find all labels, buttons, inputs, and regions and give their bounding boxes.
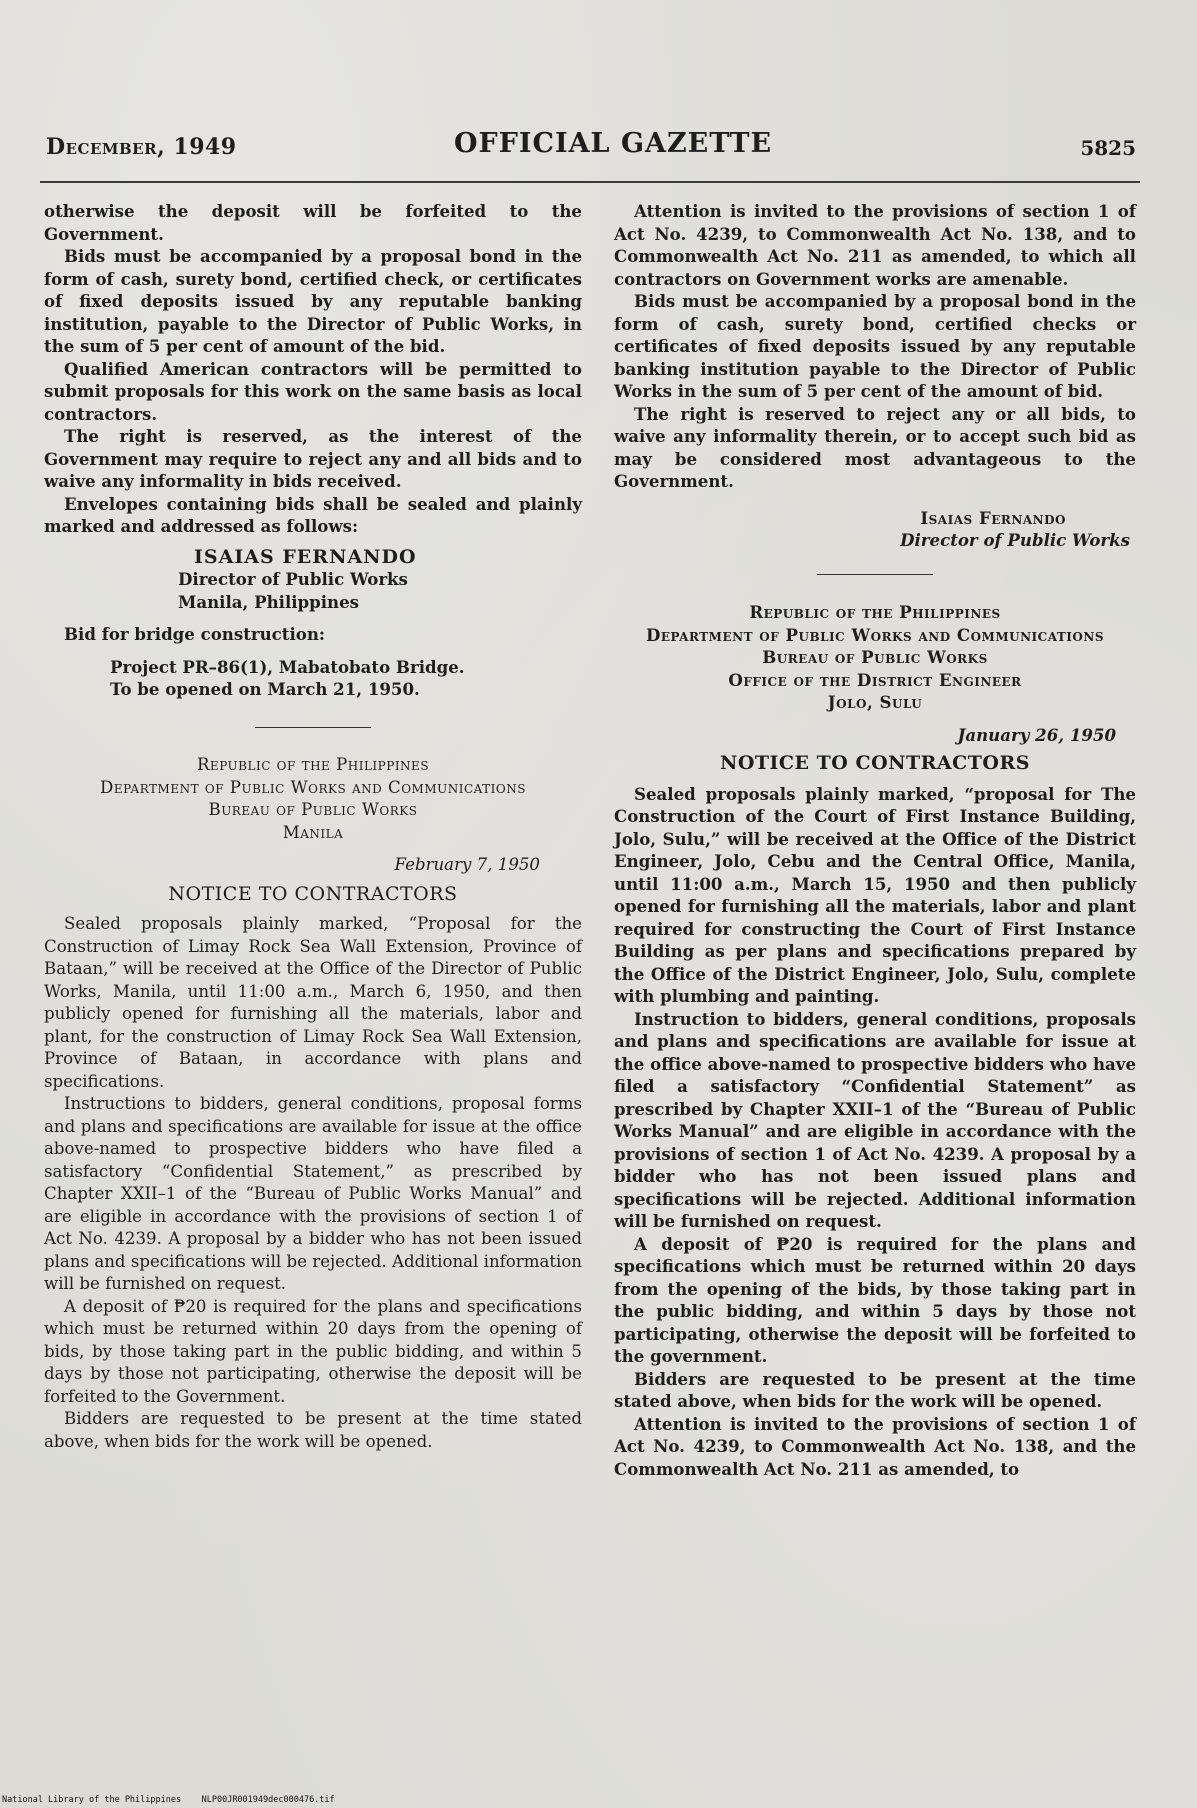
paragraph: Bids must be accompanied by a proposal bond in the form of cash, surety bond, certified checks or certificates of fixed deposits issued by any reputable banking institution payable to the Director of Public Works in the sum of 5 per cent of the amount of bid.: [614, 291, 1136, 401]
paragraph: Envelopes containing bids shall be sealed and plainly marked and addressed as follows:: [44, 493, 582, 536]
address-name: ISAIAS FERNANDO: [194, 545, 417, 568]
bid-for: Bid for bridge construction:: [64, 624, 326, 644]
notice-heading: Republic of the Philippines: [749, 602, 1001, 622]
footer-file: NLP00JR001949dec000476.tif: [201, 1795, 335, 1805]
header-title: OFFICIAL GAZETTE: [454, 128, 773, 159]
opening-line: To be opened on March 21, 1950.: [110, 679, 420, 699]
notice-heading: Department of Public Works and Communications: [645, 624, 1104, 645]
signature-title: Director of Public Works: [900, 530, 1130, 550]
paragraph: A deposit of ₱20 is required for the plans and specifications which must be returned within 20 days from the opening of bids, by those taking part in the public bidding, and within 5 days by those not participating, otherwise the deposit will be forfeited to the Government.: [44, 1296, 582, 1406]
paragraph: Attention is invited to the provisions of section 1 of Act No. 4239, to Commonwealth Act No. 138, and the Commonwealth Act No. 211 as amended, to: [614, 1413, 1136, 1479]
paragraph: Instructions to bidders, general conditions, proposal forms and plans and specifications are available for issue at the office above-named to prospective bidders who have filed a satisfactory “Confidential Statement,” as prescribed by Chapter XXII–1 of the “Bureau of Public Works Manual” and are eligible in accordance with the provisions of section 1 of Act No. 4239. A proposal by a bidder who has not been issued plans and specifications will be rejected. Additional information will be furnished on request.: [44, 1094, 582, 1293]
left-column: [44, 200, 582, 1453]
notice-heading: Republic of the Philippines: [196, 755, 430, 774]
notice-heading: Department of Public Works and Communications: [100, 777, 526, 797]
notice-heading: Office of the District Engineer: [728, 669, 1022, 690]
page-header: [46, 128, 1136, 168]
signature-name: Isaias Fernando: [920, 507, 1066, 528]
paragraph: A deposit of ₱20 is required for the plans and specifications which must be returned within 20 days from the opening of the bids, by those taking part in the public bidding, and within 5 days by those not participating, otherwise the deposit will be forfeited to the government.: [614, 1233, 1136, 1366]
right-column: [614, 200, 1136, 1480]
paragraph: Attention is invited to the provisions of section 1 of Act No. 4239, to Commonwealth Act No. 138, and to Commonwealth Act No. 211 as amended, to which all contractors on Government works are amenable.: [614, 201, 1136, 289]
scan-footer: [2, 1795, 335, 1805]
footer-source: National Library of the Philippines: [2, 1795, 182, 1805]
notice-heading: Bureau of Public Works: [762, 647, 988, 667]
paragraph: Qualified American contractors will be permitted to submit proposals for this work on the same basis as local contractors.: [44, 358, 582, 424]
paragraph: Bidders are requested to be present at the time stated above, when bids for the work will be opened.: [614, 1368, 1136, 1411]
header-rule: [40, 181, 1140, 183]
notice-heading: Bureau of Public Works: [208, 800, 418, 819]
paragraph: Sealed proposals plainly marked, “Proposal for the Construction of Limay Rock Sea Wall Extension, Province of Bataan,” will be received at the Office of the Director of Public Works, Manila, until 11:00 a.m., March 6, 1950, and then publicly opened for furnishing all the materials, labor and plant, for the construction of Limay Rock Sea Wall Extension, Province of Bataan, in accordance with plans and specifications.: [44, 914, 582, 1091]
notice-date: January 26, 1950: [957, 724, 1116, 745]
paragraph: Bidders are requested to be present at the time stated above, when bids for the work will be opened.: [44, 1409, 582, 1451]
paragraph: Sealed proposals plainly marked, “proposal for The Construction of the Court of First Instance Building, Jolo, Sulu,” will be received at the Office of the District Engineer, Jolo, Cebu and the Central Office, Manila, until 11:00 a.m., March 15, 1950 and then publicly opened for furnishing all the materials, labor and plant required for constructing the Court of First Instance Building as per plans and specifications prepared by the Office of the District Engineer, Jolo, Sulu, complete with plumbing and painting.: [614, 783, 1136, 1006]
paragraph: Instruction to bidders, general conditions, proposals and plans and specifications are available for issue at the office above-named to prospective bidders who have filed a satisfactory “Confidential Statement” as prescribed by Chapter XXII–1 of the “Bureau of Public Works Manual” and are eligible in accordance with the provisions of section 1 of Act No. 4239. A proposal by a bidder who has not been issued plans and specifications will be rejected. Additional information will be furnished on request.: [614, 1008, 1136, 1231]
address-line: Manila, Philippines: [178, 591, 360, 612]
notice-heading: Manila: [282, 822, 344, 842]
notice-date: February 7, 1950: [394, 855, 540, 874]
address-line: Director of Public Works: [178, 569, 408, 589]
notice-title: NOTICE TO CONTRACTORS: [719, 752, 1030, 774]
paragraph: Bids must be accompanied by a proposal bond in the form of cash, surety bond, certified check, or certificates of fixed deposits issued by any reputable banking institution, payable to the Director of Public Works, in the sum of 5 per cent of amount of the bid.: [44, 246, 582, 356]
page-number: 5825: [1080, 136, 1136, 160]
paragraph: The right is reserved to reject any or all bids, to waive any informality therein, or to accept such bid as may be considered most advantageous to the Government.: [614, 403, 1136, 491]
notice-title: NOTICE TO CONTRACTORS: [168, 882, 458, 905]
project-line: Project PR–86(1), Mabatobato Bridge.: [110, 656, 465, 677]
paragraph: The right is reserved, as the interest of the Government may require to reject any and all bids and to waive any informality in bids received.: [44, 426, 582, 491]
paragraph: otherwise the deposit will be forfeited to the Government.: [44, 201, 582, 244]
header-date: December, 1949: [46, 134, 237, 160]
notice-heading: Jolo, Sulu: [827, 692, 923, 712]
